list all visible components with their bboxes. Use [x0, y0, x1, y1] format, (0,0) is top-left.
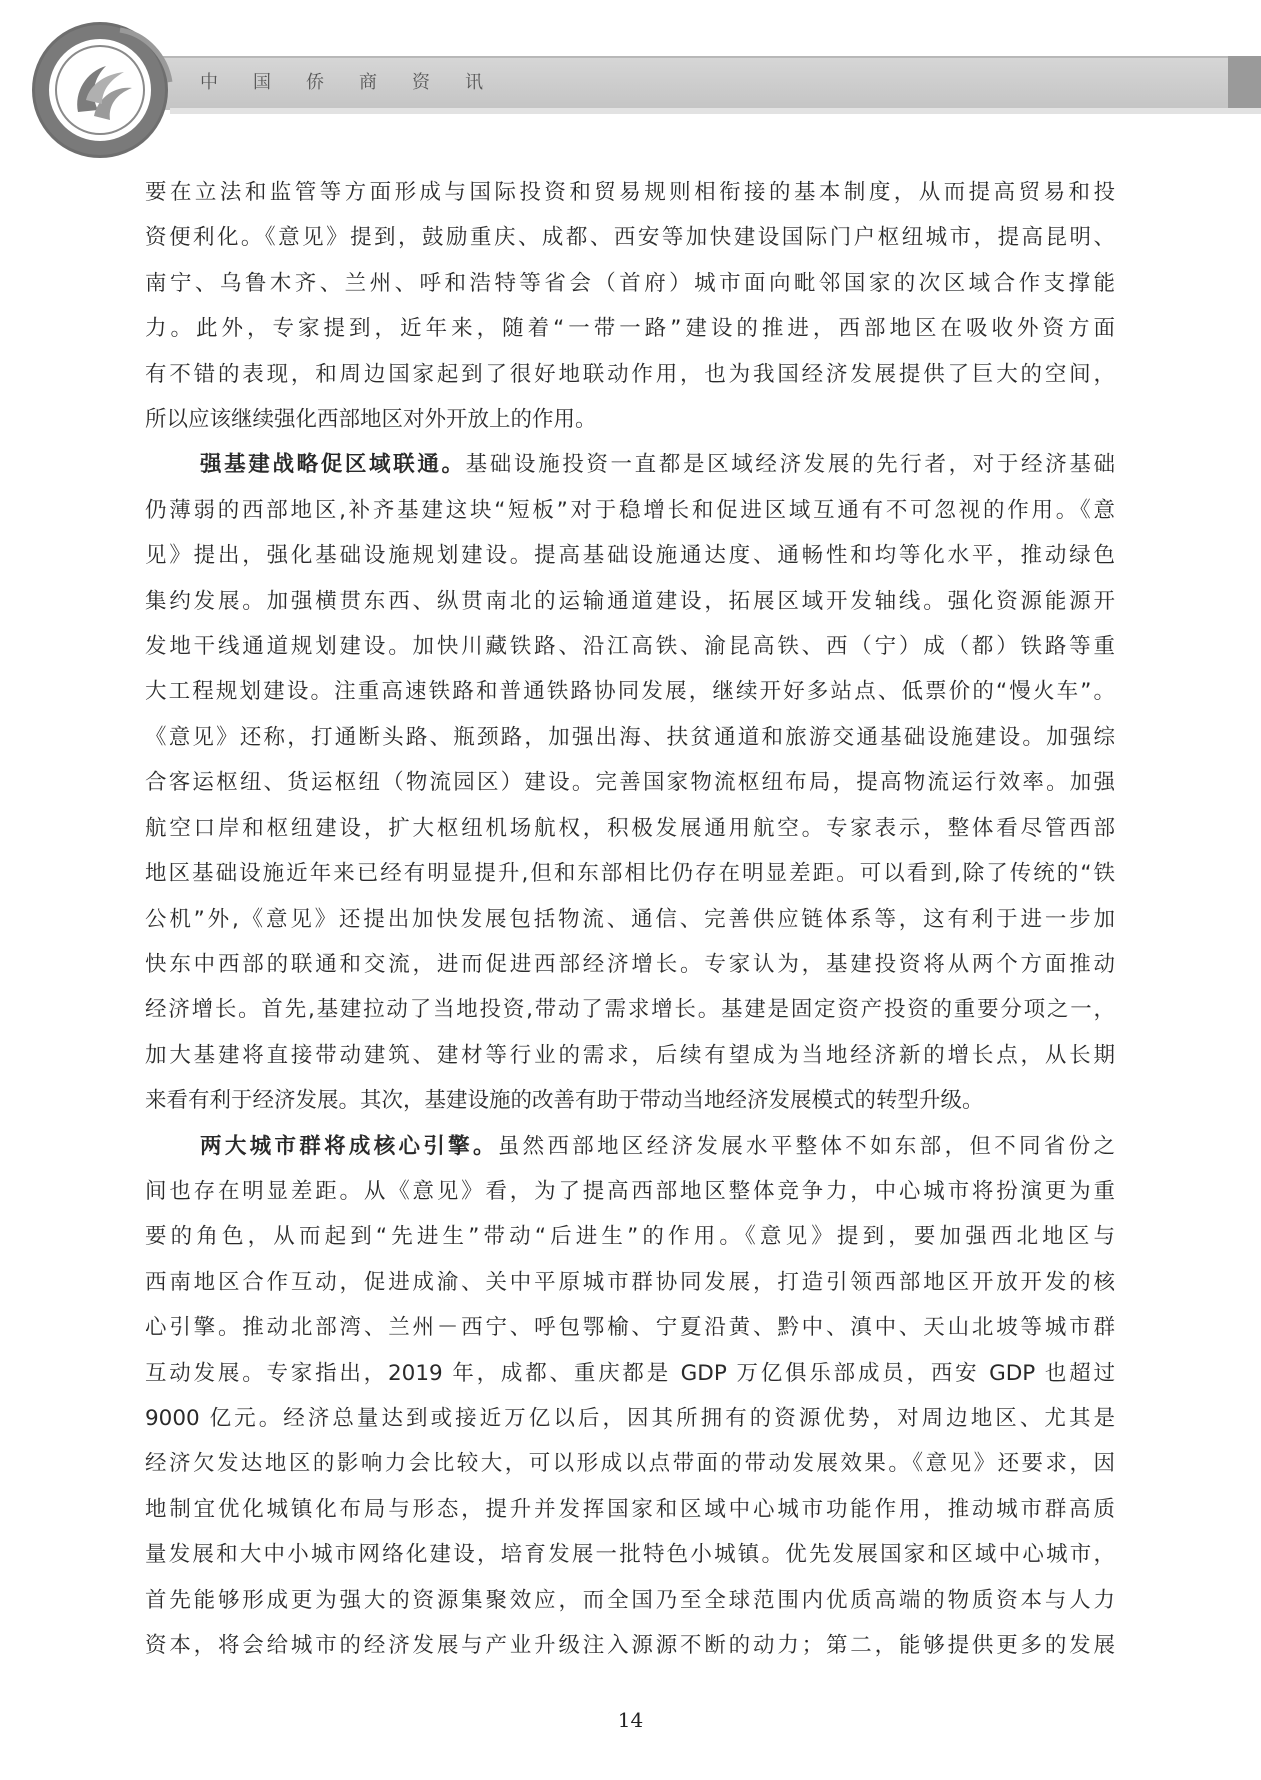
body-line: 所以应该继续强化西部地区对外开放上的作用。	[145, 407, 597, 433]
association-logo-icon	[28, 12, 178, 162]
body-line: 公机”外,《意见》还提出加快发展包括物流、通信、完善供应链体系等，这有利于进一步加	[145, 906, 1115, 932]
body-text: 基础设施投资一直都是区域经济发展的先行者，对于经济基础	[465, 452, 1115, 478]
section-heading: 两大城市群将成核心引擎。	[200, 1133, 498, 1159]
article-body	[145, 170, 1115, 1668]
body-line: 间也存在明显差距。从《意见》看，为了提高西部地区整体竞争力，中心城市将扮演更为重	[145, 1178, 1115, 1204]
body-line: 南宁、乌鲁木齐、兰州、呼和浩特等省会（首府）城市面向毗邻国家的次区域合作支撑能	[145, 270, 1115, 296]
body-text: 虽然西部地区经济发展水平整体不如东部，但不同省份之	[497, 1133, 1115, 1159]
body-line: 要在立法和监管等方面形成与国际投资和贸易规则相衔接的基本制度，从而提高贸易和投	[145, 180, 1115, 205]
running-header-title: 中国侨商资讯	[200, 72, 518, 93]
body-line: 9000 亿元。经济总量达到或接近万亿以后，因其所拥有的资源优势，对周边地区、尤其是	[145, 1405, 1115, 1431]
body-line: 发地干线通道规划建设。加快川藏铁路、沿江高铁、渝昆高铁、西（宁）成（都）铁路等重	[145, 634, 1115, 660]
page-number: 14	[617, 1708, 644, 1732]
body-line: 航空口岸和枢纽建设，扩大枢纽机场航权，积极发展通用航空。专家表示，整体看尽管西部	[145, 815, 1115, 841]
body-line: 仍薄弱的西部地区,补齐基建这块“短板”对于稳增长和促进区域互通有不可忽视的作用。《意	[145, 497, 1115, 523]
section-heading: 强基建战略促区域联通。	[200, 452, 466, 478]
body-line: 量发展和大中小城市网络化建设，培育发展一批特色小城镇。优先发展国家和区域中心城市，	[145, 1542, 1115, 1568]
body-line: 经济增长。首先,基建拉动了当地投资,带动了需求增长。基建是固定资产投资的重要分项之一，	[145, 997, 1115, 1023]
body-line: 《意见》还称，打通断头路、瓶颈路，加强出海、扶贫通道和旅游交通基础设施建设。加强综	[145, 724, 1115, 750]
body-line: 地区基础设施近年来已经有明显提升,但和东部相比仍存在明显差距。可以看到,除了传统的“铁	[145, 861, 1115, 887]
body-line: 心引擎。推动北部湾、兰州－西宁、呼包鄂榆、宁夏沿黄、黔中、滇中、天山北坡等城市群	[145, 1315, 1115, 1341]
body-line: 要的角色，从而起到“先进生”带动“后进生”的作用。《意见》提到，要加强西北地区与	[145, 1224, 1115, 1250]
body-line: 西南地区合作互动，促进成渝、关中平原城市群协同发展，打造引领西部地区开放开发的核	[145, 1269, 1115, 1295]
body-line: 首先能够形成更为强大的资源集聚效应，而全国乃至全球范围内优质高端的物质资本与人力	[145, 1587, 1115, 1613]
body-line: 见》提出，强化基础设施规划建设。提高基础设施通达度、通畅性和均等化水平，推动绿色	[145, 543, 1115, 569]
body-line: 经济欠发达地区的影响力会比较大，可以形成以点带面的带动发展效果。《意见》还要求，因	[145, 1451, 1115, 1477]
header-stripe	[170, 108, 1261, 114]
body-line: 力。此外，专家提到，近年来，随着“一带一路”建设的推进，西部地区在吸收外资方面	[145, 316, 1115, 342]
header-band-accent	[1228, 56, 1261, 108]
body-line: 有不错的表现，和周边国家起到了很好地联动作用，也为我国经济发展提供了巨大的空间，	[145, 361, 1115, 387]
paragraph-first-line	[145, 442, 1115, 487]
body-line: 加大基建将直接带动建筑、建材等行业的需求，后续有望成为当地经济新的增长点，从长期	[145, 1042, 1115, 1068]
body-line: 资便利化。《意见》提到，鼓励重庆、成都、西安等加快建设国际门户枢纽城市，提高昆明、	[145, 225, 1115, 251]
paragraph-first-line	[145, 1124, 1115, 1169]
body-line: 资本，将会给城市的经济发展与产业升级注入源源不断的动力；第二，能够提供更多的发展	[145, 1633, 1115, 1658]
body-line: 大工程规划建设。注重高速铁路和普通铁路协同发展，继续开好多站点、低票价的“慢火车”。	[145, 679, 1115, 705]
body-line: 地制宜优化城镇化布局与形态，提升并发挥国家和区域中心城市功能作用，推动城市群高质	[145, 1496, 1115, 1522]
body-line: 集约发展。加强横贯东西、纵贯南北的运输通道建设，拓展区域开发轴线。强化资源能源开	[145, 588, 1115, 614]
body-line: 快东中西部的联通和交流，进而促进西部经济增长。专家认为，基建投资将从两个方面推动	[145, 951, 1115, 977]
body-line: 互动发展。专家指出，2019 年，成都、重庆都是 GDP 万亿俱乐部成员，西安 GDP 也超过	[145, 1360, 1115, 1386]
body-line: 来看有利于经济发展。其次，基建设施的改善有助于带动当地经济发展模式的转型升级。	[145, 1088, 984, 1114]
body-line: 合客运枢纽、货运枢纽（物流园区）建设。完善国家物流枢纽布局，提高物流运行效率。加强	[145, 770, 1115, 796]
